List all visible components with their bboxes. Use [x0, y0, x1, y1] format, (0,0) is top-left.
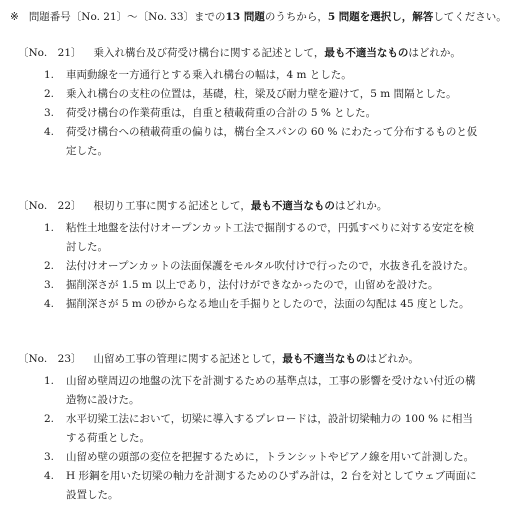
option-item — [10, 104, 486, 123]
question-title — [18, 46, 486, 60]
question-number: 〔No. 22〕 — [18, 200, 82, 212]
option-list — [10, 219, 486, 314]
option-text: 荷受け構台の作業荷重は，自重と積載荷重の合計の 5 % とした。 — [66, 107, 377, 119]
question-tail: はどれか。 — [334, 200, 388, 212]
option-text: 掘削深さが 1.5 m 以上であり，法付けができなかったので，山留めを設けた。 — [66, 279, 439, 291]
option-item — [10, 85, 486, 104]
question-tail: はどれか。 — [366, 353, 419, 365]
option-text: 法付けオープンカットの法面保護をモルタル吹付けで行ったので，水抜き孔を設けた。 — [66, 260, 474, 272]
question-number: 〔No. 23〕 — [18, 353, 82, 365]
instructions-bold-select: 5 問題を選択し，解答 — [327, 11, 434, 23]
option-number: 2. — [44, 413, 55, 425]
option-item — [10, 467, 486, 505]
option-item — [10, 257, 486, 276]
question-emphasis: 最も不適当なもの — [282, 353, 367, 365]
option-item — [10, 219, 486, 257]
question-23 — [10, 352, 486, 505]
instructions-text-2: のうちから， — [264, 11, 328, 23]
instructions-text-1: 問題番号〔No. 21〕～〔No. 33〕までの — [28, 11, 226, 23]
option-item — [10, 123, 486, 161]
option-number: 4. — [44, 126, 55, 138]
option-item — [10, 410, 486, 448]
question-tail: はどれか。 — [408, 47, 461, 59]
option-number: 3. — [44, 451, 55, 463]
option-text: 掘削深さが 5 m の砂からなる地山を手掘りとしたので，法面の勾配は 45 度とした。 — [66, 298, 470, 310]
question-22 — [10, 199, 486, 314]
question-stem: 根切り工事に関する記述として， — [93, 200, 251, 212]
question-21 — [10, 46, 486, 161]
option-item — [10, 295, 486, 314]
option-text: 荷受け構台への積載荷重の偏りは，構台全スパンの 60 % にわたって分布するものと仮定した。 — [66, 126, 478, 157]
question-title — [18, 352, 486, 366]
option-number: 2. — [44, 260, 55, 272]
option-text: 車両動線を一方通行とする乗入れ構台の幅は，4 m とした。 — [66, 69, 352, 81]
option-number: 3. — [44, 107, 55, 119]
option-item — [10, 276, 486, 295]
option-item — [10, 448, 486, 467]
option-number: 2. — [44, 88, 55, 100]
option-list — [10, 66, 486, 161]
instructions-text-3: してください。 — [433, 11, 507, 23]
option-number: 3. — [44, 279, 55, 291]
question-emphasis: 最も不適当なもの — [324, 47, 409, 59]
option-text: 乗入れ構台の支柱の位置は，基礎，柱，梁及び耐力壁を避けて，5 m 間隔とした。 — [66, 88, 457, 100]
option-text: 粘性土地盤を法付けオープンカット工法で掘削するので，円弧すべりに対する安定を検討した。 — [66, 222, 475, 253]
question-title — [18, 199, 486, 213]
option-list — [10, 372, 486, 505]
option-number: 4. — [44, 298, 55, 310]
option-text: H 形鋼を用いた切梁の軸力を計測するためのひずみ計は，2 台を対としてウェブ両面に設置した。 — [66, 470, 477, 501]
question-number: 〔No. 21〕 — [18, 47, 82, 59]
question-emphasis: 最も不適当なもの — [250, 200, 335, 212]
question-stem: 乗入れ構台及び荷受け構台に関する記述として， — [93, 47, 325, 59]
instructions-header — [10, 10, 507, 24]
option-number: 1. — [44, 222, 55, 234]
option-item — [10, 372, 486, 410]
instructions-bold-count: 13 問題 — [225, 11, 265, 23]
question-stem: 山留め工事の管理に関する記述として， — [93, 353, 283, 365]
option-number: 1. — [44, 375, 55, 387]
reference-mark: ※ — [10, 11, 19, 23]
option-text: 水平切梁工法において，切梁に導入するプレロードは，設計切梁軸力の 100 % に相当する荷重とした。 — [66, 413, 473, 444]
option-number: 4. — [44, 470, 55, 482]
option-number: 1. — [44, 69, 55, 81]
option-text: 山留め壁の頭部の変位を把握するために，トランシットやピアノ線を用いて計測した。 — [66, 451, 475, 463]
option-text: 山留め壁周辺の地盤の沈下を計測するための基準点は，工事の影響を受けない付近の構造物に設けた。 — [66, 375, 476, 406]
option-item — [10, 66, 486, 85]
